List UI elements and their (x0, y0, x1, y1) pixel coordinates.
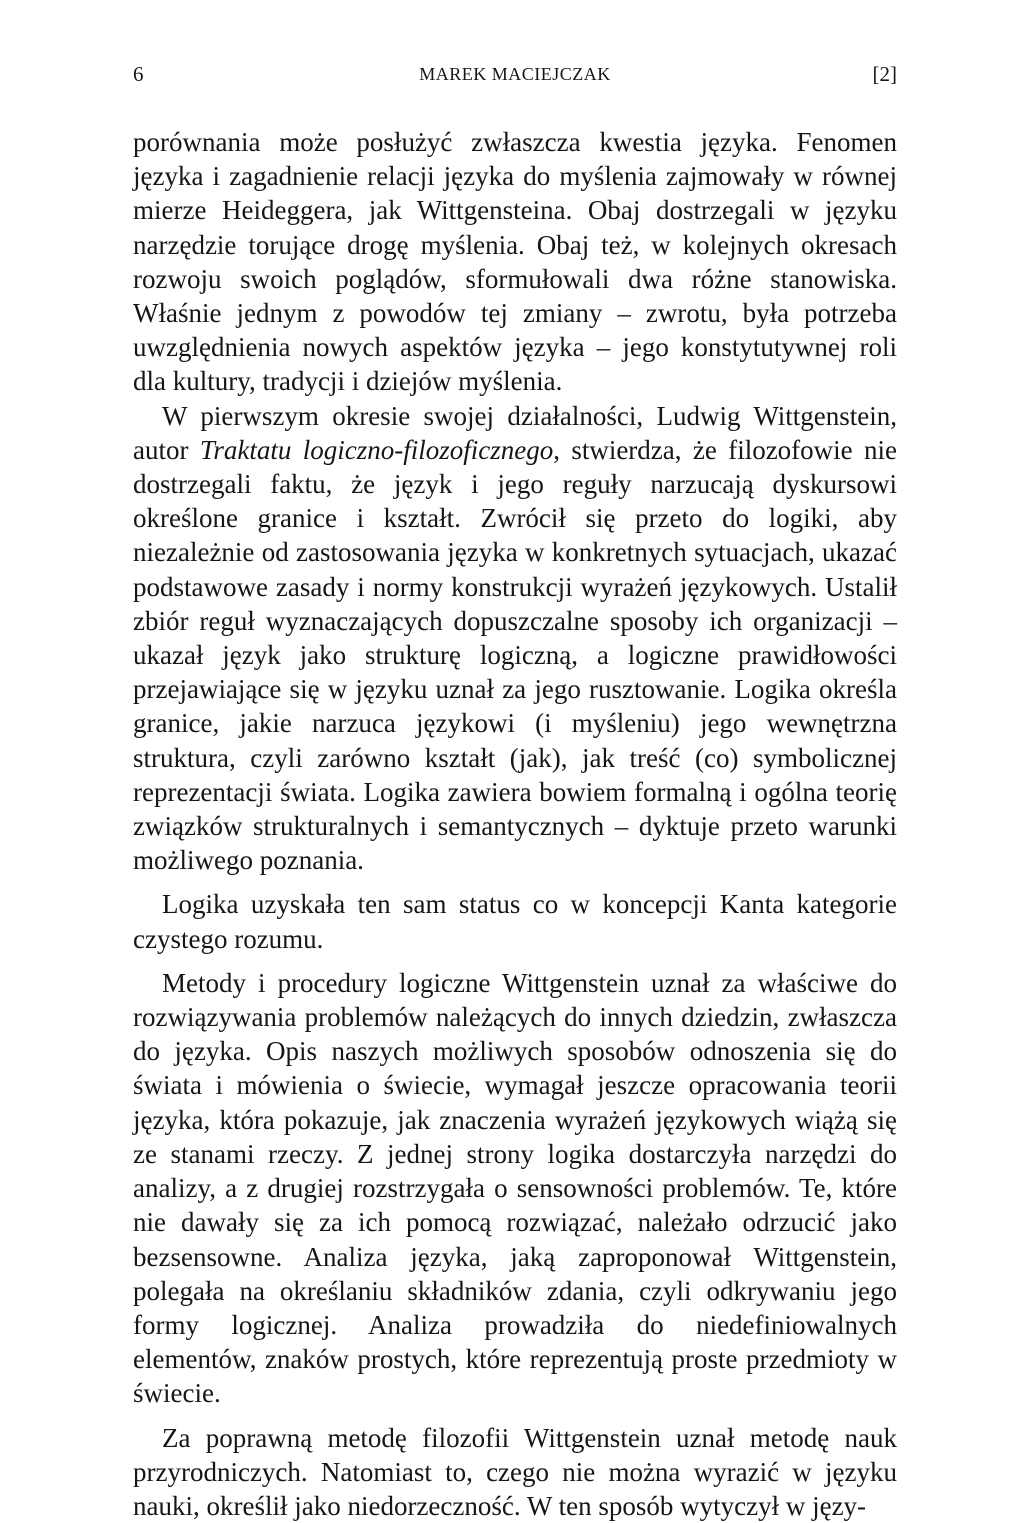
paragraph-4-text: Metody i procedury logiczne Wittgenstein uznał za właściwe do rozwiązywania problemów należących do innych dziedzin, zwłaszcza do języka. Opis naszych możliwych sposobów odnoszenia się do świata i mówienia o świecie, wymagał jeszcze opracowania teorii języka, która pokazuje, jak znaczenia wyrażeń językowych wiążą się ze stanami rzeczy. Z jednej strony logika dostarczyła narzędzi do analizy, a z drugiej rozstrzygała o sensowności problemów. Te, które nie dawały się za ich pomocą rozwiązać, należało odrzucić jako bezsensowne. Analiza języka, jaką zaproponował Wittgenstein, polegała na określaniu składników zdania, czyli odkrywaniu jego formy logicznej. Analiza prowadziła do niedefiniowalnych elementów, znaków prostych, które reprezentują proste przedmioty w świecie. (133, 967, 897, 1409)
paragraph-1 (133, 125, 897, 399)
paragraph-4 (133, 966, 897, 1411)
paragraph-3 (133, 887, 897, 955)
section-reference: [2] (872, 62, 897, 86)
book-title: Traktatu logiczno-filozoficznego (199, 434, 554, 465)
page-number: 6 (133, 62, 144, 86)
body-text (133, 125, 897, 1523)
paragraph-2-text-start: W pierwszym okresie swojej działalności, Ludwig Wittgenstein, autor (133, 400, 897, 465)
paragraph-5 (133, 1421, 897, 1523)
paragraph-3-text: Logika uzyskała ten sam status co w koncepcji Kanta kategorie czystego rozumu. (133, 889, 897, 954)
book-page (133, 56, 897, 1523)
paragraph-2 (133, 399, 897, 878)
paragraph-1-text: porównania może posłużyć zwłaszcza kwestia języka. Fenomen języka i zagadnienie relacji języka do myślenia zajmowały w równej mierze Heideggera, jak Wittgensteina. Obaj dostrzegali w języku narzędzie torujące drogę myślenia. Obaj też, w kolejnych okresach rozwoju swoich poglądów, sformułowali dwa różne stanowiska. Właśnie jednym z powodów tej zmiany – zwrotu, była potrzeba uwzględnienia nowych aspektów języka – jego konstytutywnej roli dla kultury, tradycji i dziejów myślenia. (133, 127, 897, 397)
running-head-author: MAREK MACIEJCZAK (419, 64, 611, 84)
running-head (133, 56, 897, 92)
paragraph-2-text-end: , stwierdza, że filozofowie nie dostrzegali faktu, że język i jego reguły narzucają dyskursowi określone granice i kształt. Zwrócił się przeto do logiki, aby niezależnie od zastosowania języka w konkretnych sytuacjach, ukazać podstawowe zasady i normy konstrukcji wyrażeń językowych. Ustalił zbiór reguł wyznaczających dopuszczalne sposoby ich organizacji – ukazał język jako strukturę logiczną, a logiczne prawidłowości przejawiające się w języku uznał za jego rusztowanie. Logika określa granice, jakie narzuca językowi (i myśleniu) jego wewnętrzna struktura, czyli zarówno kształt (jak), jak treść (co) symbolicznej reprezentacji świata. Logika zawiera bowiem formalną i ogólna teorię związków strukturalnych i semantycznych – dyktuje przeto warunki możliwego poznania. (133, 434, 897, 876)
paragraph-5-text: Za poprawną metodę filozofii Wittgenstein uznał metodę nauk przyrodniczych. Natomiast to, czego nie można wyrazić w języku nauki, określił jako niedorzeczność. W ten sposób wytyczył w języ- (133, 1422, 897, 1521)
